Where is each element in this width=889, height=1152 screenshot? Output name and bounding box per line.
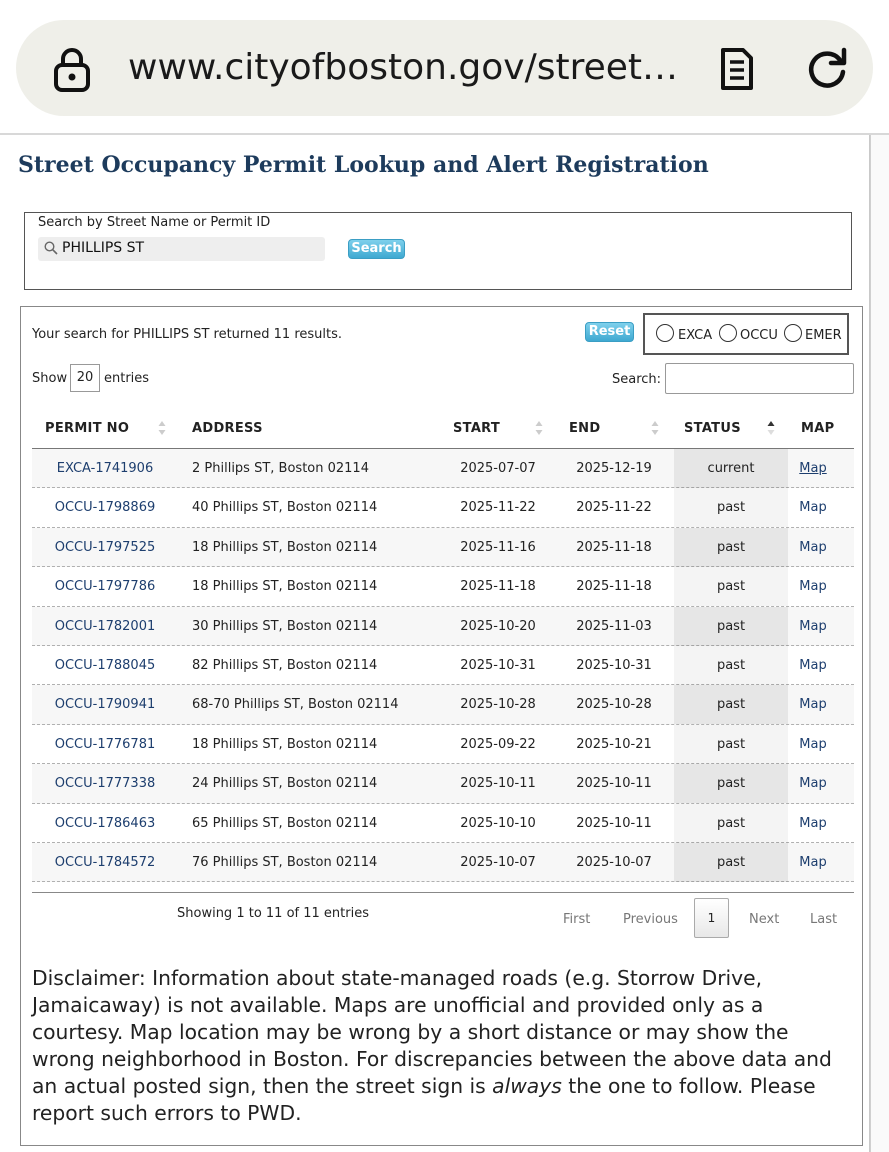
table-row [32,607,854,646]
search-input-value[interactable]: PHILLIPS ST [62,240,145,256]
entries-label: entries [104,371,150,386]
status-cell: past [716,815,746,831]
end-date-cell: 2025-10-11 [576,776,652,792]
start-date-cell: 2025-11-18 [460,579,536,595]
permit-number[interactable]: OCCU-1797525 [54,539,156,555]
status-cell: past [716,657,746,673]
start-date-cell: 2025-07-07 [460,461,536,476]
address-cell: 18 Phillips ST, Boston 02114 [192,539,378,555]
first-page-button[interactable]: First [563,912,591,927]
map-link[interactable]: Map [799,461,827,476]
disclaimer-text-end: the one to follow. Please report such errors to PWD. [32,1074,816,1125]
end-date-cell: 2025-10-21 [576,736,652,752]
search-legend: Search by Street Name or Permit ID [38,215,271,230]
address-cell: 68-70 Phillips ST, Boston 02114 [192,697,399,713]
reader-mode-icon[interactable] [717,46,757,92]
table-row [32,804,854,843]
end-date-cell: 2025-12-19 [576,461,652,476]
disclaimer-emphasis: always [492,1074,562,1098]
map-link[interactable]: Map [799,854,827,870]
url-text[interactable]: www.cityofboston.gov/street… [128,47,679,88]
column-header-start[interactable]: START [453,421,501,436]
show-label: Show [32,371,68,386]
address-cell: 65 Phillips ST, Boston 02114 [192,815,378,831]
map-link[interactable]: Map [799,736,827,752]
end-date-cell: 2025-10-31 [576,657,652,673]
table-filter-input[interactable] [665,363,854,394]
column-header-permit-no[interactable]: PERMIT NO [45,421,130,436]
address-cell: 82 Phillips ST, Boston 02114 [192,657,378,673]
disclaimer [32,965,854,1127]
start-date-cell: 2025-10-11 [460,776,536,792]
map-link[interactable]: Map [799,579,827,595]
table-row [32,685,854,724]
address-cell: 18 Phillips ST, Boston 02114 [192,736,378,752]
radio-occu[interactable] [719,324,737,342]
status-cell: past [716,697,746,713]
previous-page-button[interactable]: Previous [623,912,678,927]
reload-icon[interactable] [803,46,851,92]
last-page-button[interactable]: Last [810,912,838,927]
status-cell: current [707,461,755,476]
disclaimer-text: Disclaimer: Information about state-managed roads (e.g. Storrow Drive, Jamaicaway) is not available. Maps are unofficial and provided only as a courtesy. Map location may be wrong by a short distance or may show the wrong neighborhood in Boston. For discrepancies between the above data and an actual posted sign, then the street sign is [32,966,832,1098]
status-cell: past [716,539,746,555]
status-cell: past [716,776,746,792]
result-summary: Your search for PHILLIPS ST returned 11 results. [32,327,343,342]
map-link[interactable]: Map [799,815,827,831]
permit-table-body [32,449,854,882]
status-cell: past [716,500,746,516]
search-button[interactable]: Search [348,239,405,259]
table-info: Showing 1 to 11 of 11 entries [177,906,369,921]
radio-occu-label: OCCU [740,328,778,343]
address-cell: 24 Phillips ST, Boston 02114 [192,776,378,792]
search-icon [44,241,58,255]
table-filter-label: Search: [612,372,662,387]
permit-number[interactable]: OCCU-1777338 [54,776,156,792]
end-date-cell: 2025-11-18 [576,579,652,595]
table-row [32,528,854,567]
sort-icon [158,420,166,436]
permit-number[interactable]: OCCU-1788045 [54,657,156,673]
address-cell: 40 Phillips ST, Boston 02114 [192,500,378,516]
start-date-cell: 2025-10-07 [460,854,536,870]
end-date-cell: 2025-10-28 [576,697,652,713]
table-row [32,488,854,527]
radio-emer-label: EMER [805,328,842,343]
permit-number[interactable]: OCCU-1798869 [54,500,156,516]
page-length-select[interactable]: 20 [70,364,100,392]
browser-toolbar [0,0,889,134]
table-bottom-rule [32,892,854,893]
permit-number[interactable]: EXCA-1741906 [56,461,154,476]
permit-number[interactable]: OCCU-1790941 [54,697,156,713]
start-date-cell: 2025-10-20 [460,618,536,634]
radio-emer[interactable] [784,324,802,342]
table-row [32,725,854,764]
current-page-button[interactable]: 1 [694,898,729,938]
radio-exca[interactable] [656,324,674,342]
page-title: Street Occupancy Permit Lookup and Alert Registration [18,152,709,178]
status-cell: past [716,854,746,870]
address-cell: 2 Phillips ST, Boston 02114 [192,461,369,476]
start-date-cell: 2025-10-31 [460,657,536,673]
end-date-cell: 2025-10-07 [576,854,652,870]
status-cell: past [716,579,746,595]
address-cell: 18 Phillips ST, Boston 02114 [192,579,378,595]
sort-ascending-icon [767,420,775,436]
status-cell: past [716,618,746,634]
map-link[interactable]: Map [799,697,827,713]
address-cell: 30 Phillips ST, Boston 02114 [192,618,378,634]
permit-number[interactable]: OCCU-1797786 [54,579,156,595]
table-row [32,567,854,606]
next-page-button[interactable]: Next [749,912,780,927]
sort-icon [651,420,659,436]
start-date-cell: 2025-10-10 [460,815,536,831]
sort-icon [535,420,543,436]
radio-exca-label: EXCA [678,328,713,343]
address-cell: 76 Phillips ST, Boston 02114 [192,854,378,870]
table-row [32,764,854,803]
table-row [32,449,854,488]
start-date-cell: 2025-11-22 [460,500,536,516]
map-link[interactable]: Map [799,539,827,555]
column-header-address[interactable]: ADDRESS [192,421,263,436]
map-link[interactable]: Map [799,776,827,792]
table-row [32,843,854,882]
map-link[interactable]: Map [799,500,827,516]
table-row [32,646,854,685]
start-date-cell: 2025-11-16 [460,539,536,555]
permit-number[interactable]: OCCU-1782001 [54,618,156,634]
lock-icon [52,46,92,92]
end-date-cell: 2025-11-18 [576,539,652,555]
scrollbar[interactable] [870,135,889,1152]
permit-number[interactable]: OCCU-1784572 [54,854,156,870]
start-date-cell: 2025-09-22 [460,736,536,752]
permit-number[interactable]: OCCU-1776781 [54,736,156,752]
reset-button[interactable]: Reset [585,322,634,342]
column-header-status[interactable]: STATUS [684,421,741,436]
column-header-map: MAP [801,421,835,436]
permit-number[interactable]: OCCU-1786463 [54,815,156,831]
map-link[interactable]: Map [799,657,827,673]
end-date-cell: 2025-10-11 [576,815,652,831]
status-cell: past [716,736,746,752]
column-header-end[interactable]: END [569,421,601,436]
end-date-cell: 2025-11-03 [576,618,652,634]
end-date-cell: 2025-11-22 [576,500,652,516]
map-link[interactable]: Map [799,618,827,634]
start-date-cell: 2025-10-28 [460,697,536,713]
